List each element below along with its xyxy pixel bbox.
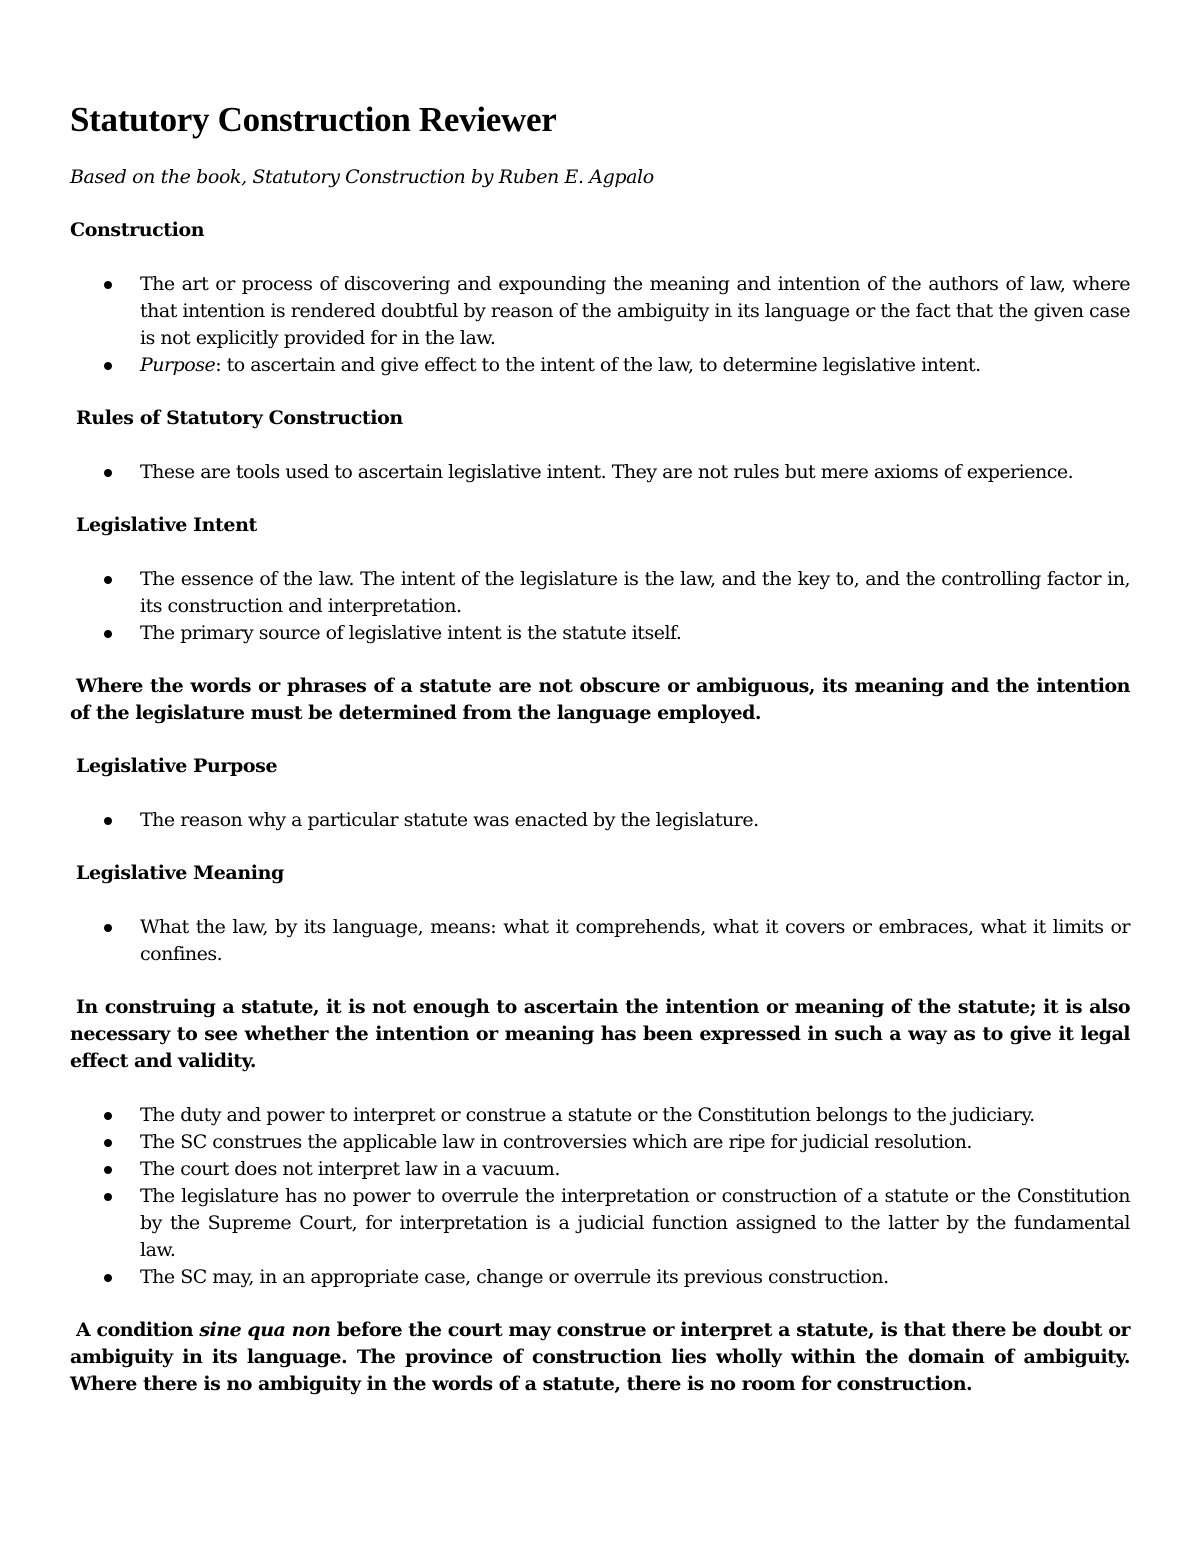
- list-item-purpose: [140, 352, 1130, 379]
- rules-list: [70, 459, 1130, 486]
- intent-list: [70, 566, 1130, 647]
- heading-legislative-meaning: Legislative Meaning: [76, 862, 284, 884]
- construing-text: In construing a statute, it is not enough to ascertain the intention or meaning of the statute; it is also necessary to see whether the intention or meaning has been expressed in such a way as to give it legal effect and validity.: [70, 996, 1130, 1072]
- condition-before: A condition: [76, 1319, 200, 1341]
- list-item: The court does not interpret law in a vacuum.: [140, 1156, 1130, 1183]
- plain-meaning-text: Where the words or phrases of a statute are not obscure or ambiguous, its meaning and the intention of the legislature must be determined from the language employed.: [70, 675, 1130, 724]
- list-item: The primary source of legislative intent is the statute itself.: [140, 620, 1130, 647]
- heading-rules: Rules of Statutory Construction: [76, 407, 403, 429]
- purpose-text: : to ascertain and give effect to the intent of the law, to determine legislative intent.: [215, 354, 981, 376]
- meaning-list: [70, 914, 1130, 968]
- list-item: The duty and power to interpret or construe a statute or the Constitution belongs to the judiciary.: [140, 1102, 1130, 1129]
- list-item: The essence of the law. The intent of the legislature is the law, and the key to, and the controlling factor in, its construction and interpretation.: [140, 566, 1130, 620]
- plain-meaning-paragraph: [70, 673, 1130, 727]
- heading-legislative-purpose: Legislative Purpose: [76, 755, 278, 777]
- construction-list: [70, 271, 1130, 379]
- list-item: What the law, by its language, means: what it comprehends, what it covers or embraces, what it limits or confines.: [140, 914, 1130, 968]
- heading-legislative-intent: Legislative Intent: [76, 514, 257, 536]
- document-page: [70, 98, 1130, 1398]
- condition-emphasis: sine qua non: [199, 1319, 331, 1341]
- list-item: The SC may, in an appropriate case, change or overrule its previous construction.: [140, 1264, 1130, 1291]
- list-item: The reason why a particular statute was enacted by the legislature.: [140, 807, 1130, 834]
- list-item: The SC construes the applicable law in controversies which are ripe for judicial resolution.: [140, 1129, 1130, 1156]
- condition-paragraph: [70, 1317, 1130, 1398]
- construing-paragraph: [70, 994, 1130, 1075]
- list-item: These are tools used to ascertain legislative intent. They are not rules but mere axioms of experience.: [140, 459, 1130, 486]
- document-title: Statutory Construction Reviewer: [70, 100, 557, 139]
- document-subtitle: Based on the book, Statutory Construction by Ruben E. Agpalo: [70, 166, 654, 188]
- judiciary-list: [70, 1102, 1130, 1291]
- heading-construction: Construction: [70, 219, 205, 241]
- list-item: The legislature has no power to overrule the interpretation or construction of a statute or the Constitution by the Supreme Court, for interpretation is a judicial function assigned to the latter by the fundamental law.: [140, 1183, 1130, 1264]
- list-item: The art or process of discovering and expounding the meaning and intention of the authors of law, where that intention is rendered doubtful by reason of the ambiguity in its language or the fact that the given case is not explicitly provided for in the law.: [140, 271, 1130, 352]
- purpose-list: [70, 807, 1130, 834]
- condition-after: before the court may construe or interpret a statute, is that there be doubt or ambiguity in its language. The province of construction lies wholly within the domain of ambiguity. Where there is no ambiguity in the words of a statute, there is no room for construction.: [70, 1319, 1130, 1395]
- purpose-label: Purpose: [140, 354, 216, 376]
